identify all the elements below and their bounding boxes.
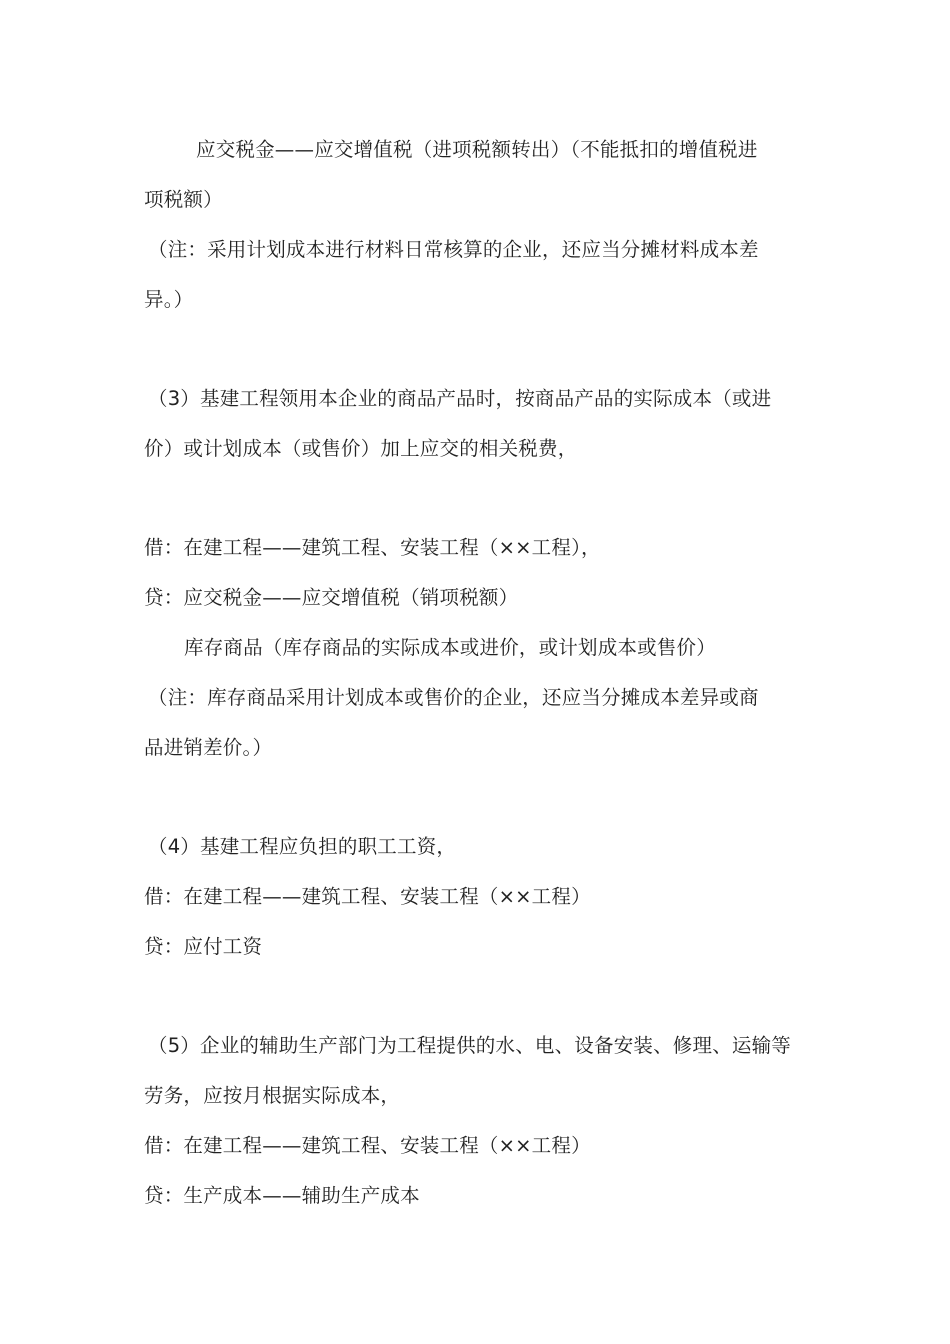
text-line-5: （3）基建工程领用本企业的商品产品时，按商品产品的实际成本（或进 [148,387,772,410]
text-line-9: 库存商品（库存商品的实际成本或进价，或计划成本或售价） [184,636,716,659]
text-line-15: （5）企业的辅助生产部门为工程提供的水、电、设备安装、修理、运输等 [148,1034,792,1057]
text-line-17: 借：在建工程——建筑工程、安装工程（××工程） [144,1134,591,1157]
text-line-18: 贷：生产成本——辅助生产成本 [144,1184,420,1207]
text-line-12: （4）基建工程应负担的职工工资， [148,835,457,858]
text-line-1: 应交税金——应交增值税（进项税额转出）（不能抵扣的增值税进 [196,138,758,161]
text-line-7: 借：在建工程——建筑工程、安装工程（××工程）， [144,536,601,559]
text-line-14: 贷：应付工资 [144,935,263,958]
text-line-6: 价）或计划成本（或售价）加上应交的相关税费， [144,437,578,460]
text-line-8: 贷：应交税金——应交增值税（销项税额） [144,586,519,609]
text-line-4: 异。） [144,288,194,311]
text-line-11: 品进销差价。） [144,736,273,759]
text-line-3: （注：采用计划成本进行材料日常核算的企业，还应当分摊材料成本差 [148,238,759,261]
text-line-16: 劳务，应按月根据实际成本， [144,1084,401,1107]
text-line-13: 借：在建工程——建筑工程、安装工程（××工程） [144,885,591,908]
text-line-2: 项税额） [144,188,223,211]
text-line-10: （注：库存商品采用计划成本或售价的企业，还应当分摊成本差异或商 [148,686,759,709]
